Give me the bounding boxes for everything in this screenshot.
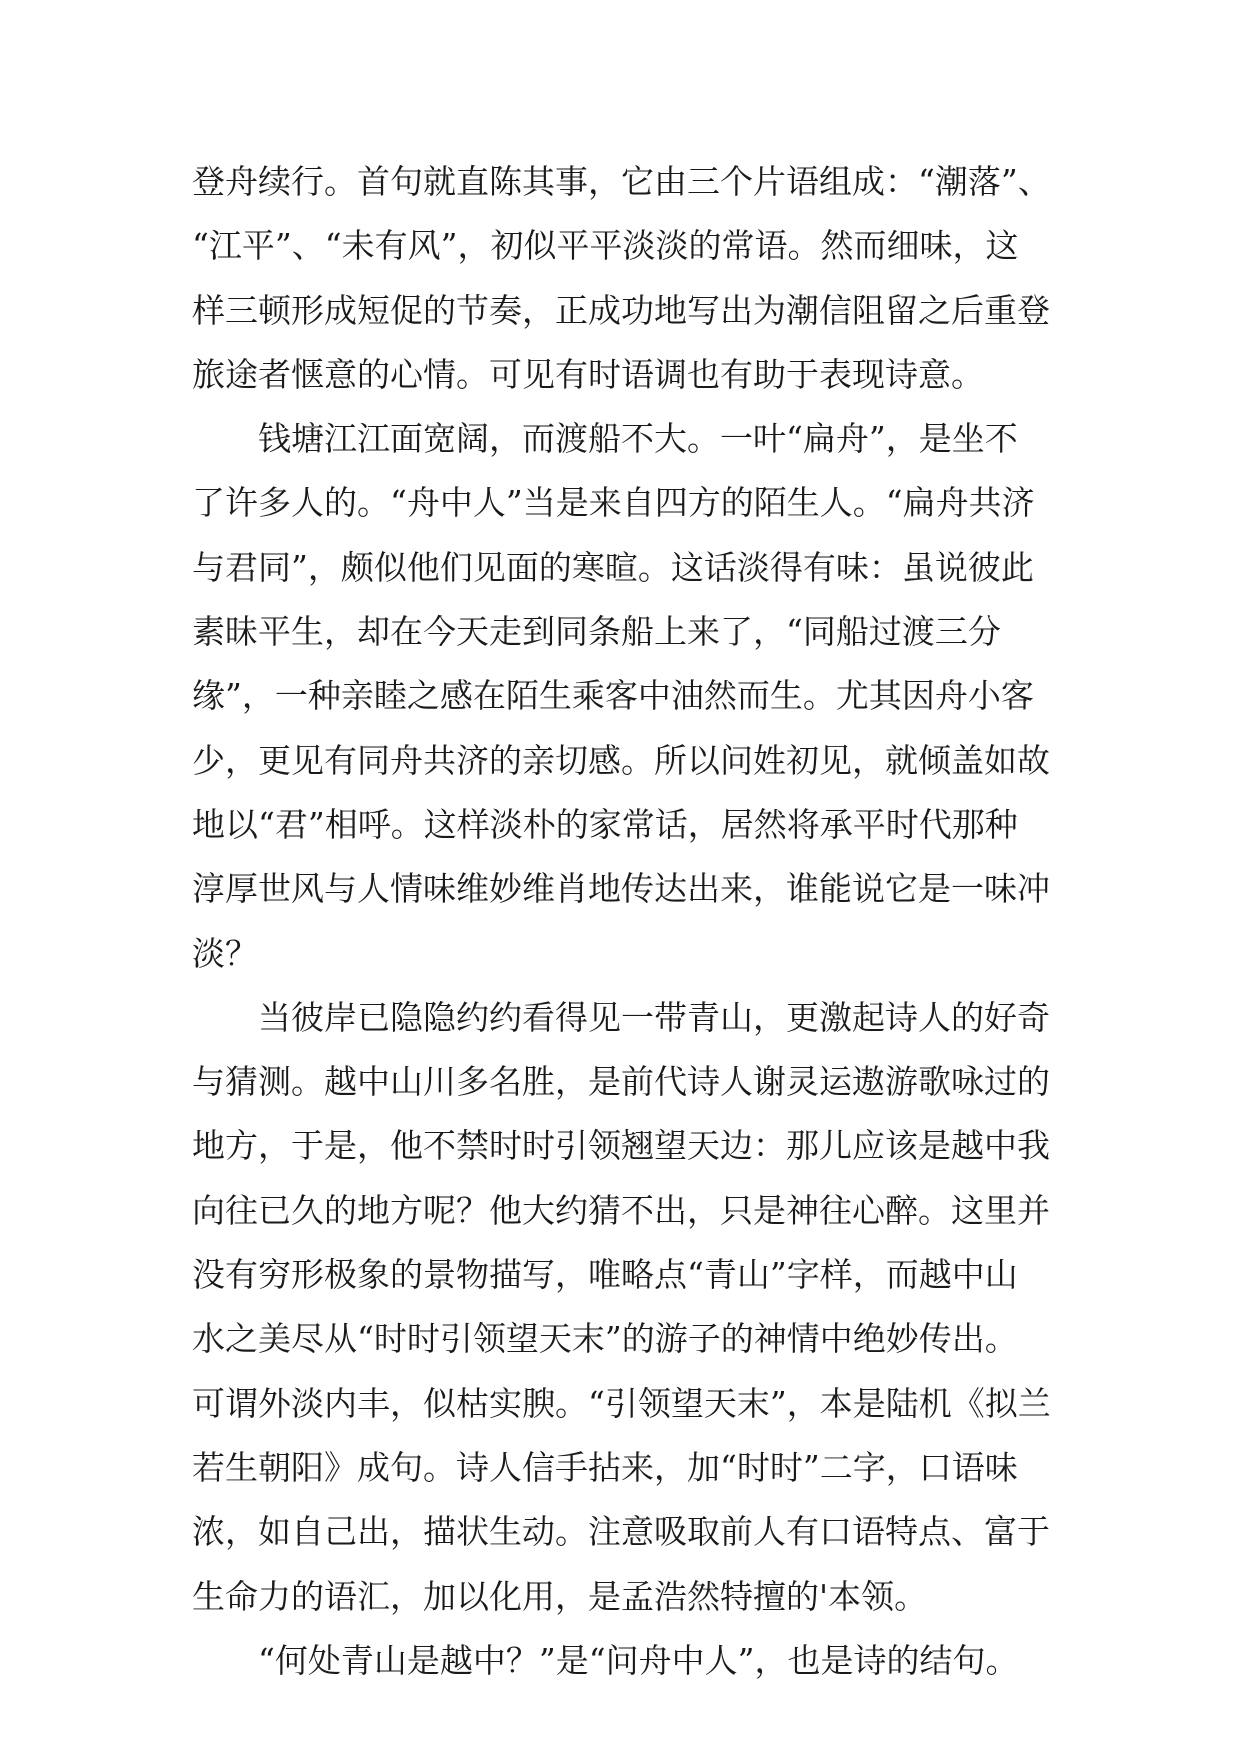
text-line: “何处青山是越中？”是“问舟中人”，也是诗的结句。 — [258, 1640, 1019, 1680]
text-line: 样三顿形成短促的节奏，正成功地写出为潮信阻留之后重登 — [192, 290, 1050, 330]
text-line: 地方，于是，他不禁时时引领翘望天边：那儿应该是越中我 — [192, 1126, 1050, 1166]
text-line: 素昧平生，却在今天走到同条船上来了，“同船过渡三分 — [192, 612, 1001, 652]
text-line: 淡？ — [192, 933, 258, 973]
text-line: 地以“君”相呼。这样淡朴的家常话，居然将承平时代那种 — [192, 804, 1018, 844]
text-line: 向往已久的地方呢？他大约猜不出，只是神往心醉。这里并 — [192, 1190, 1050, 1230]
text-line: “江平”、“未有风”，初似平平淡淡的常语。然而细味，这 — [192, 226, 1019, 266]
text-line: 旅途者惬意的心情。可见有时语调也有助于表现诗意。 — [192, 354, 984, 394]
text-line: 淳厚世风与人情味维妙维肖地传达出来，谁能说它是一味冲 — [192, 869, 1050, 909]
text-line: 与猜测。越中山川多名胜，是前代诗人谢灵运遨游歌咏过的 — [192, 1062, 1050, 1102]
text-line: 少，更见有同舟共济的亲切感。所以问姓初见，就倾盖如故 — [192, 740, 1050, 780]
text-line: 与君同”，颇似他们见面的寒暄。这话淡得有味：虽说彼此 — [192, 547, 1034, 587]
text-line: 水之美尽从“时时引领望天末”的游子的神情中绝妙传出。 — [192, 1319, 1018, 1359]
text-line: 当彼岸已隐隐约约看得见一带青山，更激起诗人的好奇 — [258, 997, 1050, 1037]
text-line: 了许多人的。“舟中人”当是来自四方的陌生人。“扁舟共济 — [192, 483, 1035, 523]
text-line: 没有穷形极象的景物描写，唯略点“青山”字样，而越中山 — [192, 1255, 1018, 1295]
text-line: 浓，如自己出，描状生动。注意吸取前人有口语特点、富于 — [192, 1512, 1050, 1552]
body-text — [192, 150, 1072, 1693]
text-line: 钱塘江江面宽阔，而渡船不大。一叶“扁舟”，是坐不 — [258, 419, 1018, 459]
text-line: 若生朝阳》成句。诗人信手拈来，加“时时”二字，口语味 — [192, 1447, 1018, 1487]
text-line: 缘”，一种亲睦之感在陌生乘客中油然而生。尤其因舟小客 — [192, 676, 1034, 716]
text-line: 生命力的语汇，加以化用，是孟浩然特擅的'本领。 — [192, 1576, 928, 1616]
text-line: 登舟续行。首句就直陈其事，它由三个片语组成：“潮落”、 — [192, 162, 1051, 201]
text-line: 可谓外淡内丰，似枯实腴。“引领望天末”，本是陆机《拟兰 — [192, 1383, 1051, 1423]
